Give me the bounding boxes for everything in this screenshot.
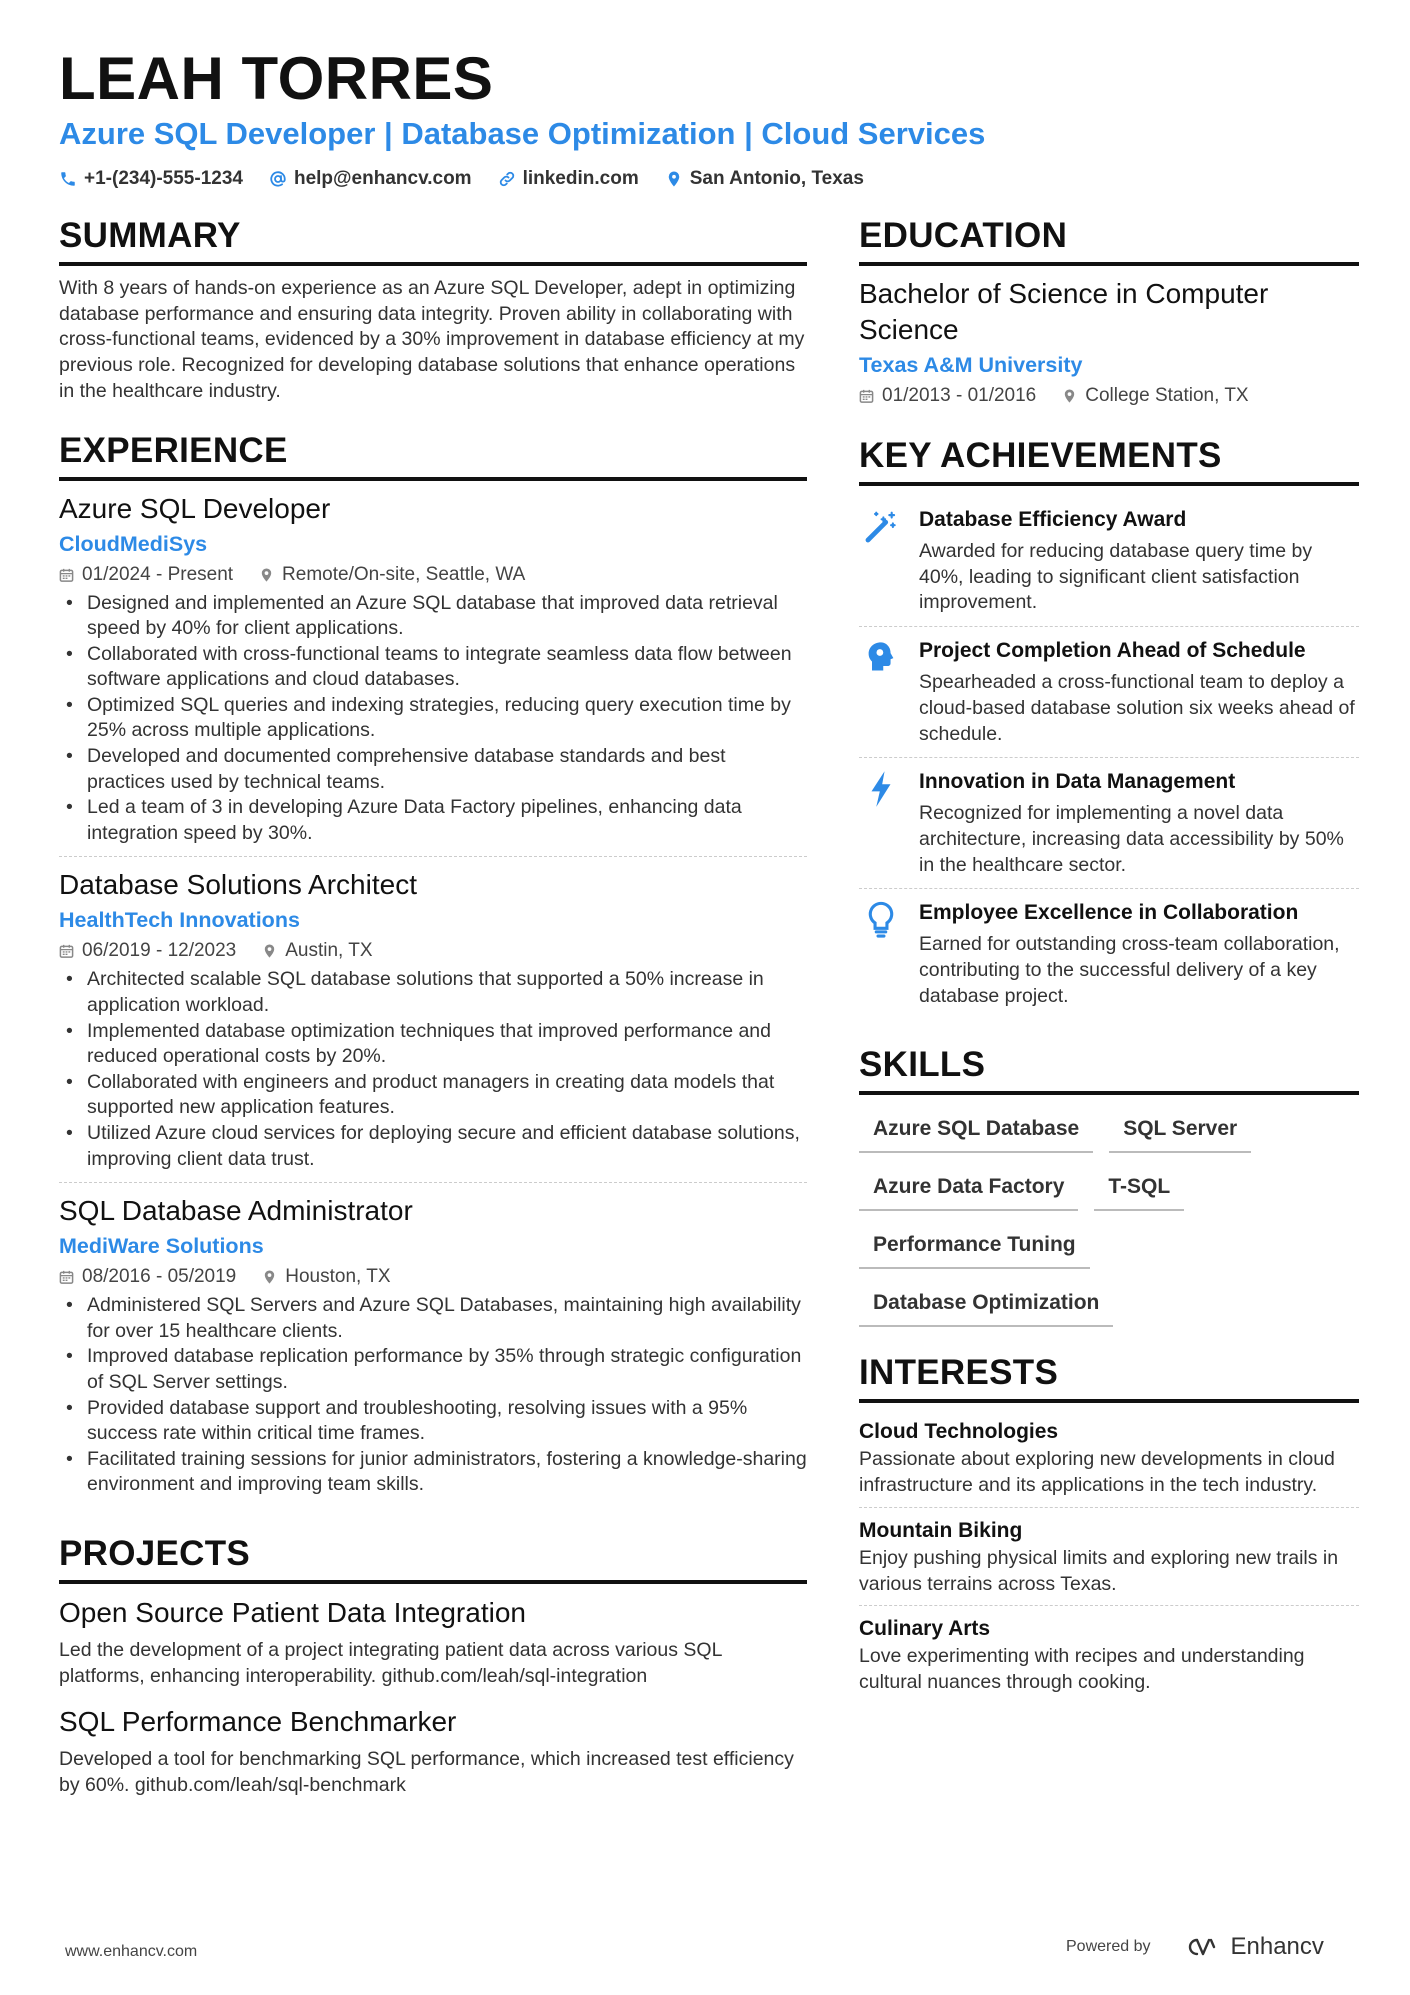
map-pin-icon	[262, 1269, 277, 1285]
interest-title: Cloud Technologies	[859, 1420, 1059, 1444]
project-title: Open Source Patient Data Integration	[59, 1596, 526, 1628]
dates-text: 01/2013 - 01/2016	[882, 385, 1037, 406]
achievement-title: Innovation in Data Management	[919, 770, 1236, 794]
job-title: Database Solutions Architect	[59, 869, 417, 901]
link-icon	[498, 170, 516, 188]
job-bullets	[59, 967, 807, 1172]
location-text: Austin, TX	[285, 940, 373, 962]
achievement-title: Database Efficiency Award	[919, 508, 1187, 531]
contact-linkedin[interactable]	[498, 168, 639, 190]
job-dates	[59, 1263, 236, 1291]
phone-icon	[59, 170, 77, 188]
projects-section	[59, 1534, 807, 1799]
job-meta	[59, 1263, 807, 1291]
dates-text: 06/2019 - 12/2023	[82, 940, 237, 962]
footer-website[interactable]: www.enhancv.com	[65, 1943, 198, 1960]
school-name: Texas A&M University	[859, 353, 1083, 377]
head-idea-icon	[859, 637, 903, 747]
company-name: CloudMediSys	[59, 531, 208, 556]
achievements-heading: KEY ACHIEVEMENTS	[859, 436, 1359, 486]
job-bullets	[59, 591, 807, 847]
phone-text: +1-(234)-555-1234	[84, 168, 243, 189]
brand-logo[interactable]	[1177, 1933, 1324, 1961]
project-title: SQL Performance Benchmarker	[59, 1706, 457, 1738]
calendar-icon	[859, 388, 874, 404]
company-name: MediWare Solutions	[59, 1234, 264, 1259]
experience-section	[59, 431, 807, 1508]
bullet-item: • Developed and documented comprehensive database standards and best practices used by technical teams.	[59, 744, 807, 795]
job-entry	[59, 867, 807, 1183]
skills-section	[859, 1045, 1359, 1327]
location-text: College Station, TX	[1085, 385, 1249, 406]
bullet-item: • Led a team of 3 in developing Azure Data Factory pipelines, enhancing data integration speed by 30%.	[59, 795, 807, 846]
job-entry	[59, 491, 807, 858]
linkedin-text: linkedin.com	[522, 168, 639, 189]
location-text: San Antonio, Texas	[689, 168, 864, 189]
bullet-item: • Implemented database optimization techniques that improved performance and reduced operational costs by 20%.	[59, 1019, 807, 1070]
skill-tag: SQL Server	[1109, 1109, 1251, 1153]
skills-list	[859, 1109, 1359, 1327]
education-heading: EDUCATION	[859, 216, 1359, 266]
job-title: SQL Database Administrator	[59, 1195, 413, 1227]
skills-heading: SKILLS	[859, 1045, 1359, 1095]
map-pin-icon	[665, 170, 683, 188]
project-entry	[59, 1594, 807, 1689]
job-dates	[59, 561, 233, 589]
achievement-description: Awarded for reducing database query time by 40%, leading to significant client satisfaction improvement.	[919, 540, 1313, 614]
bullet-item: • Optimized SQL queries and indexing strategies, reducing query execution time by 25% across multiple applications.	[59, 693, 807, 744]
brand-name: Enhancv	[1230, 1933, 1324, 1960]
magic-wand-icon	[859, 506, 903, 616]
at-icon	[269, 170, 287, 188]
summary-heading: SUMMARY	[59, 216, 807, 266]
summary-text: With 8 years of hands-on experience as an Azure SQL Developer, adept in optimizing database performance and ensuring data integrity. Proven ability in collaborating with cross-functional teams, evidenced by a 30% improvement in database efficiency at my previous role. Recognized for developing database solutions that enhance operations in the healthcare industry.	[59, 277, 805, 402]
achievement-item	[859, 758, 1359, 889]
achievement-title: Project Completion Ahead of Schedule	[919, 639, 1306, 663]
education-meta	[859, 382, 1359, 410]
job-dates	[59, 937, 236, 965]
email-text: help@enhancv.com	[293, 168, 472, 189]
job-location	[262, 1263, 390, 1291]
interests-heading: INTERESTS	[859, 1353, 1359, 1403]
map-pin-icon	[262, 943, 277, 959]
skill-tag: Azure Data Factory	[859, 1167, 1078, 1211]
dates-text: 01/2024 - Present	[82, 563, 234, 585]
dates-text: 08/2016 - 05/2019	[82, 1266, 237, 1288]
achievement-title: Employee Excellence in Collaboration	[919, 901, 1299, 925]
contact-email[interactable]	[269, 168, 472, 190]
skill-tag: Azure SQL Database	[859, 1109, 1093, 1153]
job-location	[259, 561, 525, 589]
achievement-item	[859, 496, 1359, 627]
calendar-icon	[59, 1269, 74, 1285]
location-text: Houston, TX	[285, 1266, 391, 1288]
bullet-item: • Collaborated with cross-functional teams to integrate seamless data flow between software applications and cloud databases.	[59, 642, 807, 693]
map-pin-icon	[1062, 388, 1077, 404]
interest-item	[859, 1610, 1359, 1703]
candidate-name: LEAH TORRES	[59, 45, 494, 112]
calendar-icon	[59, 943, 74, 959]
achievements-section	[859, 436, 1359, 1019]
location-text: Remote/On-site, Seattle, WA	[282, 563, 526, 585]
interest-title: Mountain Biking	[859, 1518, 1023, 1542]
achievement-description: Recognized for implementing a novel data architecture, increasing data accessibility by 50% in the healthcare sector.	[919, 802, 1344, 876]
skill-tag: T-SQL	[1094, 1167, 1184, 1211]
achievement-item	[859, 889, 1359, 1019]
education-dates	[859, 382, 1036, 410]
experience-heading: EXPERIENCE	[59, 431, 807, 481]
education-location	[1062, 382, 1248, 410]
summary-section	[59, 216, 807, 405]
interest-title: Culinary Arts	[859, 1617, 991, 1641]
skill-tag: Database Optimization	[859, 1283, 1113, 1327]
bullet-item: • Collaborated with engineers and product managers in creating data models that supported new application features.	[59, 1070, 807, 1121]
achievement-description: Earned for outstanding cross-team collaboration, contributing to the successful delivery of a key database project.	[919, 933, 1340, 1007]
skill-tag: Performance Tuning	[859, 1225, 1090, 1269]
bullet-item: • Designed and implemented an Azure SQL database that improved data retrieval speed by 40% for client applications.	[59, 591, 807, 642]
company-name: HealthTech Innovations	[59, 908, 300, 933]
contact-bar	[59, 168, 864, 190]
footer-branding	[1066, 1933, 1324, 1961]
enhancv-logo-icon	[1177, 1935, 1223, 1959]
calendar-icon	[59, 567, 74, 583]
interest-description: Passionate about exploring new developments in cloud infrastructure and its applications in the tech industry.	[859, 1448, 1335, 1497]
achievement-description: Spearheaded a cross-functional team to deploy a cloud-based database solution six weeks ahead of schedule.	[919, 671, 1355, 745]
left-column	[59, 216, 807, 1825]
interests-section	[859, 1353, 1359, 1703]
project-description: Developed a tool for benchmarking SQL performance, which increased test efficiency by 60%. github.com/leah/sql-benchmark	[59, 1748, 794, 1797]
interest-item	[859, 1413, 1359, 1507]
bullet-item: • Improved database replication performance by 35% through strategic configuration of SQL Server settings.	[59, 1344, 807, 1395]
bullet-item: • Facilitated training sessions for junior administrators, fostering a knowledge-sharing environment and improving team skills.	[59, 1447, 807, 1498]
contact-location	[665, 168, 864, 190]
job-location	[262, 937, 372, 965]
contact-phone[interactable]	[59, 168, 243, 190]
education-section	[859, 216, 1359, 410]
achievement-item	[859, 627, 1359, 758]
lightning-icon	[859, 768, 903, 878]
job-title: Azure SQL Developer	[59, 492, 331, 524]
bullet-item: • Provided database support and troubleshooting, resolving issues with a 95% success rate within critical time frames.	[59, 1396, 807, 1447]
map-pin-icon	[259, 567, 274, 583]
job-meta	[59, 937, 807, 965]
degree-title: Bachelor of Science in Computer Science	[859, 278, 1269, 345]
bullet-item: • Utilized Azure cloud services for deploying secure and efficient database solutions, improving client data trust.	[59, 1121, 807, 1172]
bullet-item: • Administered SQL Servers and Azure SQL Databases, maintaining high availability for over 15 healthcare clients.	[59, 1293, 807, 1344]
project-entry	[59, 1703, 807, 1798]
powered-by-label: Powered by	[1066, 1938, 1151, 1955]
job-meta	[59, 561, 807, 589]
job-entry	[59, 1193, 807, 1508]
right-column	[859, 216, 1359, 1730]
interest-item	[859, 1512, 1359, 1606]
job-bullets	[59, 1293, 807, 1498]
lightbulb-icon	[859, 899, 903, 1009]
project-description: Led the development of a project integrating patient data across various SQL platforms, enhancing interoperability. github.com/leah/sql-integration	[59, 1638, 722, 1687]
bullet-item: • Architected scalable SQL database solutions that supported a 50% increase in application workload.	[59, 967, 807, 1018]
interest-description: Enjoy pushing physical limits and exploring new trails in various terrains across Texas.	[859, 1546, 1339, 1595]
interest-description: Love experimenting with recipes and understanding cultural nuances through cooking.	[859, 1645, 1305, 1693]
projects-heading: PROJECTS	[59, 1534, 807, 1584]
candidate-tagline: Azure SQL Developer | Database Optimization | Cloud Services	[59, 116, 986, 151]
